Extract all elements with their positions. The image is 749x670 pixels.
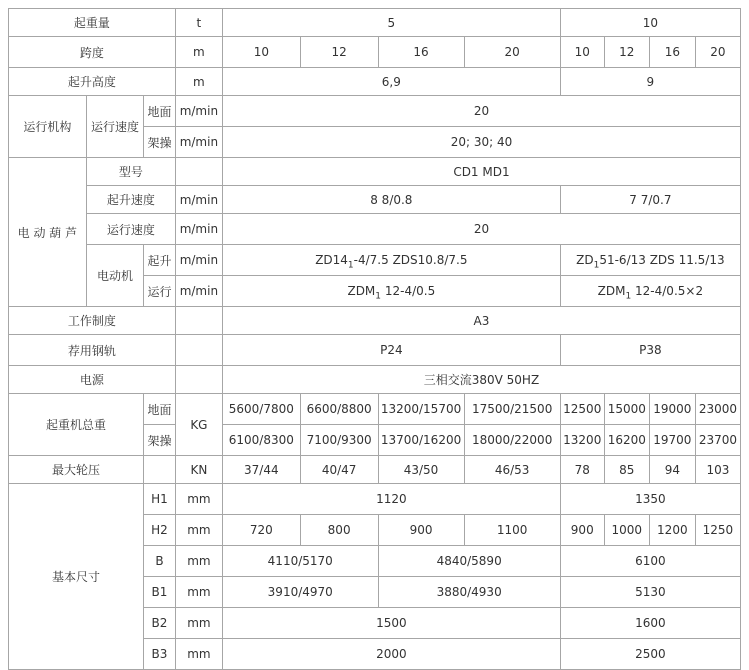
wheel-load-value: 46/53 <box>464 456 560 484</box>
travel-ground-value: 20 <box>222 96 740 127</box>
dim-b1-value: 3910/4970 <box>222 577 378 608</box>
row-weight-ground <box>9 394 741 425</box>
dim-b1-value: 5130 <box>560 577 740 608</box>
dim-b-value: 4840/5890 <box>378 546 560 577</box>
wheel-load-value: 103 <box>695 456 740 484</box>
weight-ground-label: 地面 <box>144 394 176 425</box>
dim-b2-unit: mm <box>175 608 222 639</box>
weight-ground-value: 12500 <box>560 394 604 425</box>
motor-run-unit: m/min <box>175 276 222 307</box>
motor-run-value-5t <box>222 276 560 307</box>
wheel-load-value: 43/50 <box>378 456 464 484</box>
row-hoist-run-speed <box>9 214 741 245</box>
dim-h2-value: 1250 <box>695 515 740 546</box>
row-power <box>9 366 741 394</box>
wheel-load-value: 40/47 <box>300 456 378 484</box>
span-unit: m <box>175 37 222 68</box>
dim-h1-value-5t: 1120 <box>222 484 560 515</box>
dim-h2-value: 1000 <box>604 515 649 546</box>
motor-lift-10t-spec: 51-6/13 ZDS 11.5/13 <box>599 253 725 267</box>
travel-label: 运行机构 <box>9 96 87 158</box>
duty-value: A3 <box>222 307 740 335</box>
weight-ground-value: 15000 <box>604 394 649 425</box>
dim-b3-value-5t: 2000 <box>222 639 560 670</box>
dim-h2-value: 900 <box>378 515 464 546</box>
span-value: 12 <box>604 37 649 68</box>
weight-cab-value: 16200 <box>604 425 649 456</box>
dim-b-value: 4110/5170 <box>222 546 378 577</box>
weight-cab-value: 18000/22000 <box>464 425 560 456</box>
weight-ground-value: 13200/15700 <box>378 394 464 425</box>
dims-label: 基本尺寸 <box>9 484 144 670</box>
weight-ground-value: 6600/8800 <box>300 394 378 425</box>
motor-run-label: 运行 <box>144 276 176 307</box>
motor-lift-5t-spec: -4/7.5 ZDS10.8/7.5 <box>353 253 468 267</box>
travel-speed-label: 运行速度 <box>86 96 143 158</box>
dim-h2-value: 800 <box>300 515 378 546</box>
row-duty <box>9 307 741 335</box>
hoist-label: 电 动 葫 芦 <box>9 158 87 307</box>
power-value: 三相交流380V 50HZ <box>222 366 740 394</box>
row-rail <box>9 335 741 366</box>
hoist-model-value: CD1 MD1 <box>222 158 740 186</box>
motor-lift-10t-model: ZD <box>576 253 594 267</box>
power-unit <box>175 366 222 394</box>
motor-run-5t-subscript: 1 <box>375 291 382 302</box>
dim-h2-value: 720 <box>222 515 300 546</box>
dim-b3-label: B3 <box>144 639 176 670</box>
duty-unit <box>175 307 222 335</box>
rail-value-5t: P24 <box>222 335 560 366</box>
dim-h2-value: 900 <box>560 515 604 546</box>
dim-h2-label: H2 <box>144 515 176 546</box>
hoist-run-speed-value: 20 <box>222 214 740 245</box>
motor-run-5t-spec: 12-4/0.5 <box>381 284 436 298</box>
span-label: 跨度 <box>9 37 176 68</box>
hoist-run-speed-label: 运行速度 <box>86 214 175 245</box>
span-value: 16 <box>378 37 464 68</box>
wheel-load-value: 37/44 <box>222 456 300 484</box>
dim-h2-value: 1200 <box>649 515 695 546</box>
hoist-model-unit <box>175 158 222 186</box>
weight-cab-value: 6100/8300 <box>222 425 300 456</box>
duty-label: 工作制度 <box>9 307 176 335</box>
dim-b-label: B <box>144 546 176 577</box>
capacity-label: 起重量 <box>9 9 176 37</box>
span-value: 20 <box>464 37 560 68</box>
dim-b3-unit: mm <box>175 639 222 670</box>
motor-label: 电动机 <box>86 245 143 307</box>
capacity-value-5t: 5 <box>222 9 560 37</box>
dim-b-unit: mm <box>175 546 222 577</box>
lift-height-value-10t: 9 <box>560 68 740 96</box>
row-span <box>9 37 741 68</box>
hoist-lift-speed-label: 起升速度 <box>86 186 175 214</box>
travel-cab-label: 架操 <box>144 127 176 158</box>
row-dim-h1 <box>9 484 741 515</box>
dim-b3-value-10t: 2500 <box>560 639 740 670</box>
motor-run-10t-model: ZDM <box>597 284 626 298</box>
dim-b2-value-5t: 1500 <box>222 608 560 639</box>
weight-label: 起重机总重 <box>9 394 144 456</box>
wheel-load-value: 78 <box>560 456 604 484</box>
dim-b-value: 6100 <box>560 546 740 577</box>
wheel-load-blank <box>144 456 176 484</box>
rail-label: 荐用钢轨 <box>9 335 176 366</box>
dim-h2-unit: mm <box>175 515 222 546</box>
travel-cab-unit: m/min <box>175 127 222 158</box>
row-motor-lift <box>9 245 741 276</box>
motor-lift-label: 起升 <box>144 245 176 276</box>
hoist-lift-speed-value-10t: 7 7/0.7 <box>560 186 740 214</box>
dim-b1-unit: mm <box>175 577 222 608</box>
span-value: 16 <box>649 37 695 68</box>
dim-b1-label: B1 <box>144 577 176 608</box>
motor-lift-5t-model: ZD14 <box>315 253 348 267</box>
weight-cab-label: 架操 <box>144 425 176 456</box>
weight-ground-value: 23000 <box>695 394 740 425</box>
spec-table <box>8 8 741 670</box>
hoist-run-speed-unit: m/min <box>175 214 222 245</box>
wheel-load-value: 85 <box>604 456 649 484</box>
span-value: 10 <box>560 37 604 68</box>
rail-unit <box>175 335 222 366</box>
capacity-value-10t: 10 <box>560 9 740 37</box>
motor-lift-10t-subscript: 1 <box>593 260 600 271</box>
lift-height-label: 起升高度 <box>9 68 176 96</box>
lift-height-value-5t: 6,9 <box>222 68 560 96</box>
hoist-lift-speed-unit: m/min <box>175 186 222 214</box>
motor-lift-value-10t <box>560 245 740 276</box>
travel-ground-label: 地面 <box>144 96 176 127</box>
hoist-model-label: 型号 <box>86 158 175 186</box>
row-hoist-lift-speed <box>9 186 741 214</box>
weight-ground-value: 5600/7800 <box>222 394 300 425</box>
motor-run-10t-spec: 12-4/0.5×2 <box>631 284 704 298</box>
dim-h1-value-10t: 1350 <box>560 484 740 515</box>
row-wheel-load <box>9 456 741 484</box>
power-label: 电源 <box>9 366 176 394</box>
travel-ground-unit: m/min <box>175 96 222 127</box>
weight-ground-value: 17500/21500 <box>464 394 560 425</box>
row-hoist-model <box>9 158 741 186</box>
travel-cab-value: 20; 30; 40 <box>222 127 740 158</box>
capacity-unit: t <box>175 9 222 37</box>
weight-cab-value: 7100/9300 <box>300 425 378 456</box>
motor-run-10t-subscript: 1 <box>625 291 632 302</box>
dim-b2-value-10t: 1600 <box>560 608 740 639</box>
dim-h1-label: H1 <box>144 484 176 515</box>
motor-run-value-10t <box>560 276 740 307</box>
hoist-lift-speed-value-5t: 8 8/0.8 <box>222 186 560 214</box>
wheel-load-unit: KN <box>175 456 222 484</box>
dim-b2-label: B2 <box>144 608 176 639</box>
span-value: 20 <box>695 37 740 68</box>
dim-b1-value: 3880/4930 <box>378 577 560 608</box>
weight-cab-value: 13700/16200 <box>378 425 464 456</box>
weight-cab-value: 19700 <box>649 425 695 456</box>
motor-lift-unit: m/min <box>175 245 222 276</box>
weight-unit: KG <box>175 394 222 456</box>
lift-height-unit: m <box>175 68 222 96</box>
dim-h2-value: 1100 <box>464 515 560 546</box>
weight-cab-value: 13200 <box>560 425 604 456</box>
rail-value-10t: P38 <box>560 335 740 366</box>
dim-h1-unit: mm <box>175 484 222 515</box>
wheel-load-value: 94 <box>649 456 695 484</box>
wheel-load-label: 最大轮压 <box>9 456 144 484</box>
motor-lift-value-5t <box>222 245 560 276</box>
row-travel-ground <box>9 96 741 127</box>
row-capacity <box>9 9 741 37</box>
motor-run-5t-model: ZDM <box>347 284 376 298</box>
span-value: 10 <box>222 37 300 68</box>
span-value: 12 <box>300 37 378 68</box>
weight-cab-value: 23700 <box>695 425 740 456</box>
row-lift-height <box>9 68 741 96</box>
motor-lift-5t-subscript: 1 <box>347 260 354 271</box>
weight-ground-value: 19000 <box>649 394 695 425</box>
